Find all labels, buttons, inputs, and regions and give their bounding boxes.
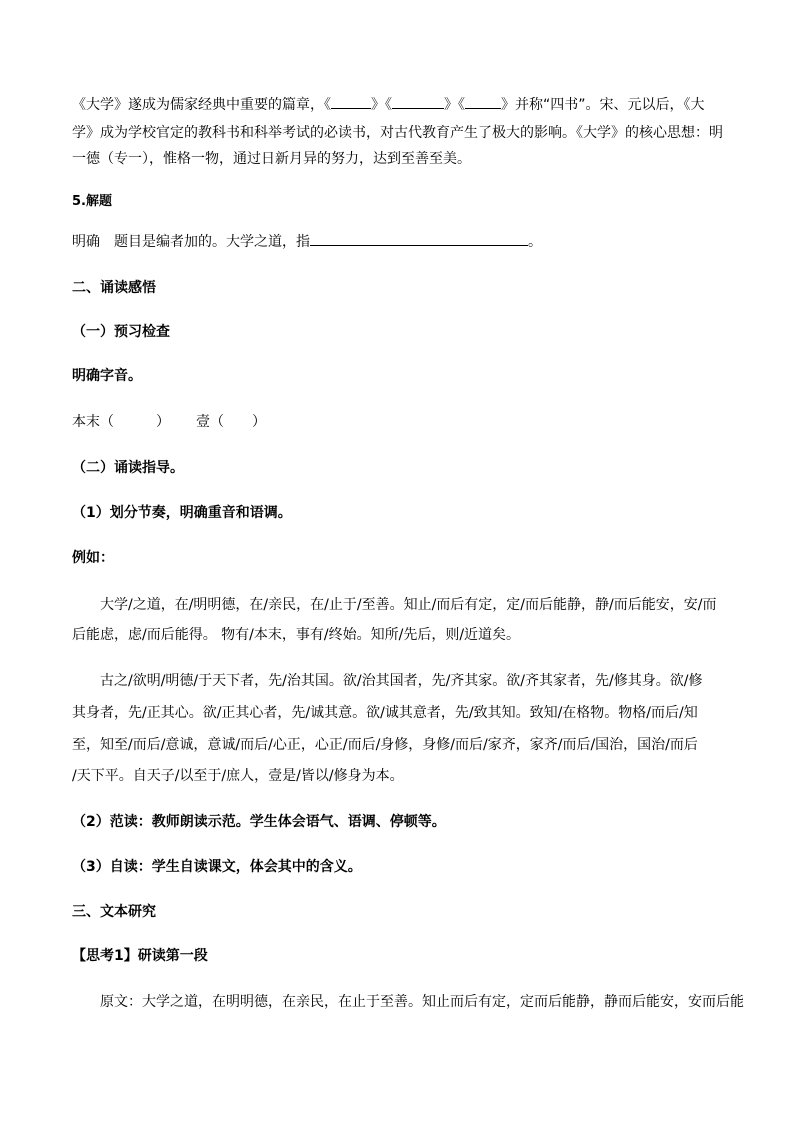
para-2-line-2: 其身者，先/正其心。欲/正其心者，先/诚其意。欲/诚其意者，先/致其知。致知/在格物。物格/而后/知 (72, 705, 698, 721)
blank-2[interactable] (392, 94, 444, 109)
intro-line-1 (72, 94, 705, 114)
para-2-line-1: 古之/欲明/明德/于天下者，先/治其国。欲/治其国者，先/齐其家。欲/齐其家者，先/修其身。欲/修 (100, 673, 703, 689)
original-text: 原文：大学之道，在明明德，在亲民，在止于至善。知止而后有定，定而后能静，静而后能安，安而后能 (100, 994, 744, 1010)
pronunciation-1: 本末（ ） (72, 414, 170, 430)
blank-1[interactable] (331, 94, 371, 109)
pronunciation-row (72, 413, 266, 431)
think-1-heading: 【思考1】研读第一段 (72, 948, 208, 964)
task-heading: 明确字音。 (72, 368, 142, 384)
section-5-text (72, 231, 542, 251)
intro-text-d: 》并称“四书”。宋、元以后，《大 (501, 97, 705, 113)
para-2-line-4: /天下平。自天子/以至于/庶人，壹是/皆以/修身为本。 (72, 768, 404, 784)
intro-text-c: 》《 (444, 97, 465, 113)
para-2-line-3: 至，知至/而后/意诚，意诚/而后/心正，心正/而后/身修，身修/而后/家齐，家齐/而后/国治，国治/而后 (72, 737, 698, 753)
section-5-heading: 5.解题 (72, 194, 112, 209)
blank-4[interactable] (310, 231, 528, 246)
section-5-text-b: 。 (528, 234, 542, 250)
intro-line-2: 学》成为学校官定的教科书和科举考试的必读书，对古代教育产生了极大的影响。《大学》的核心思想：明 (72, 125, 723, 141)
blank-3[interactable] (465, 94, 501, 109)
section-2-heading: 二、诵读感悟 (72, 280, 156, 296)
example-label: 例如： (72, 550, 114, 566)
para-1-line-2: 后能虑，虑/而后能得。 物有/本末，事有/终始。知所/先后，则/近道矣。 (72, 627, 521, 643)
intro-line-3: 一德（专一），惟格一物，通过日新月异的努力，达到至善至美。 (72, 151, 471, 167)
subsection-2-heading: （二）诵读指导。 (72, 460, 184, 476)
section-5-text-a: 明确 题目是编者加的。大学之道，指 (72, 234, 310, 250)
step-2: （2）范读：教师朗读示范。学生体会语气、语调、停顿等。 (72, 814, 446, 830)
intro-text-a: 《大学》遂成为儒家经典中重要的篇章，《 (72, 97, 331, 113)
para-1-line-1: 大学/之道，在/明明德，在/亲民，在/止于/至善。知止/而后有定，定/而后能静，静/而后能安，安/而 (100, 597, 717, 613)
pronunciation-2: 壹（ ） (196, 414, 266, 430)
intro-text-b: 》《 (371, 97, 392, 113)
step-1: （1）划分节奏，明确重音和语调。 (72, 505, 292, 521)
subsection-1-heading: （一）预习检查 (72, 324, 170, 340)
section-3-heading: 三、文本研究 (72, 904, 156, 920)
step-3: （3）自读：学生自读课文，体会其中的含义。 (72, 859, 362, 875)
